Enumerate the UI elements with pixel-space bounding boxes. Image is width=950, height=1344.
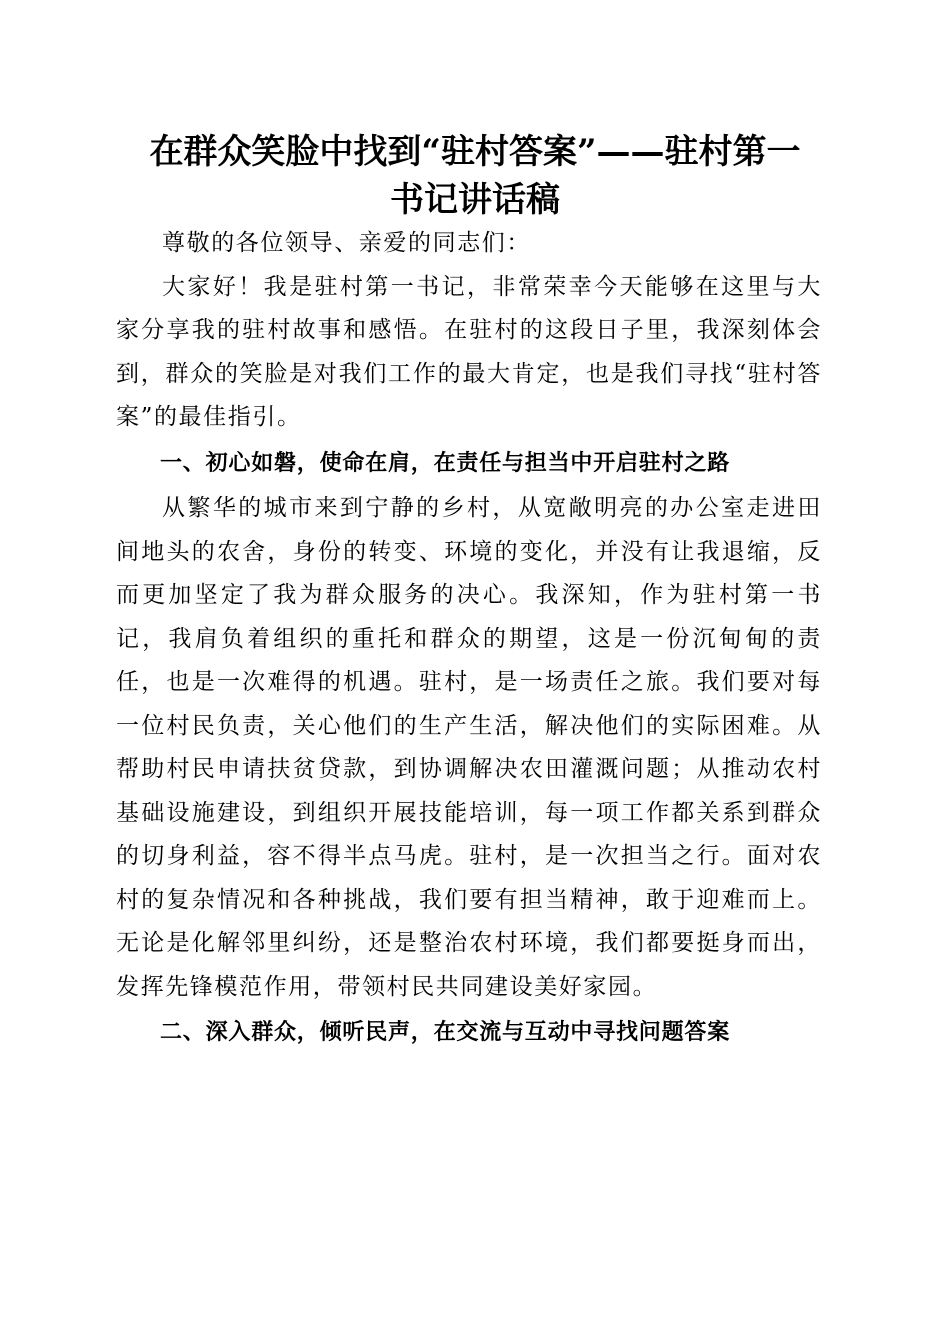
intro-paragraph: 大家好！我是驻村第一书记，非常荣幸今天能够在这里与大家分享我的驻村故事和感悟。在驻村的这段日子里，我深刻体会到，群众的笑脸是对我们工作的最大肯定，也是我们寻找“驻村答案”的最佳指引。 — [116, 273, 822, 430]
document-body — [116, 222, 822, 1057]
title-line-2: 书记讲话稿 — [390, 180, 560, 220]
title-line-1: 在群众笑脸中找到“驻村答案”——驻村第一 — [149, 132, 801, 172]
greeting: 尊敬的各位领导、亲爱的同志们： — [162, 230, 531, 256]
section-2-heading: 二、深入群众，倾听民声，在交流与互动中寻找问题答案 — [160, 1020, 731, 1045]
section-1-paragraph: 从繁华的城市来到宁静的乡村，从宽敞明亮的办公室走进田间地头的农舍，身份的转变、环境的变化，并没有让我退缩，反而更加坚定了我为群众服务的决心。我深知，作为驻村第一书记，我肩负着组织的重托和群众的期望，这是一份沉甸甸的责任，也是一次难得的机遇。驻村，是一场责任之旅。我们要对每一位村民负责，关心他们的生产生活，解决他们的实际困难。从帮助村民申请扶贫贷款，到协调解决农田灌溉问题；从推动农村基础设施建设，到组织开展技能培训，每一项工作都关系到群众的切身利益，容不得半点马虎。驻村，是一次担当之行。面对农村的复杂情况和各种挑战，我们要有担当精神，敢于迎难而上。无论是化解邻里纠纷，还是整治农村环境，我们都要挺身而出，发挥先锋模范作用，带领村民共同建设美好家园。 — [116, 495, 822, 1000]
document-title — [100, 128, 850, 224]
section-1-heading: 一、初心如磐，使命在肩，在责任与担当中开启驻村之路 — [160, 450, 731, 476]
